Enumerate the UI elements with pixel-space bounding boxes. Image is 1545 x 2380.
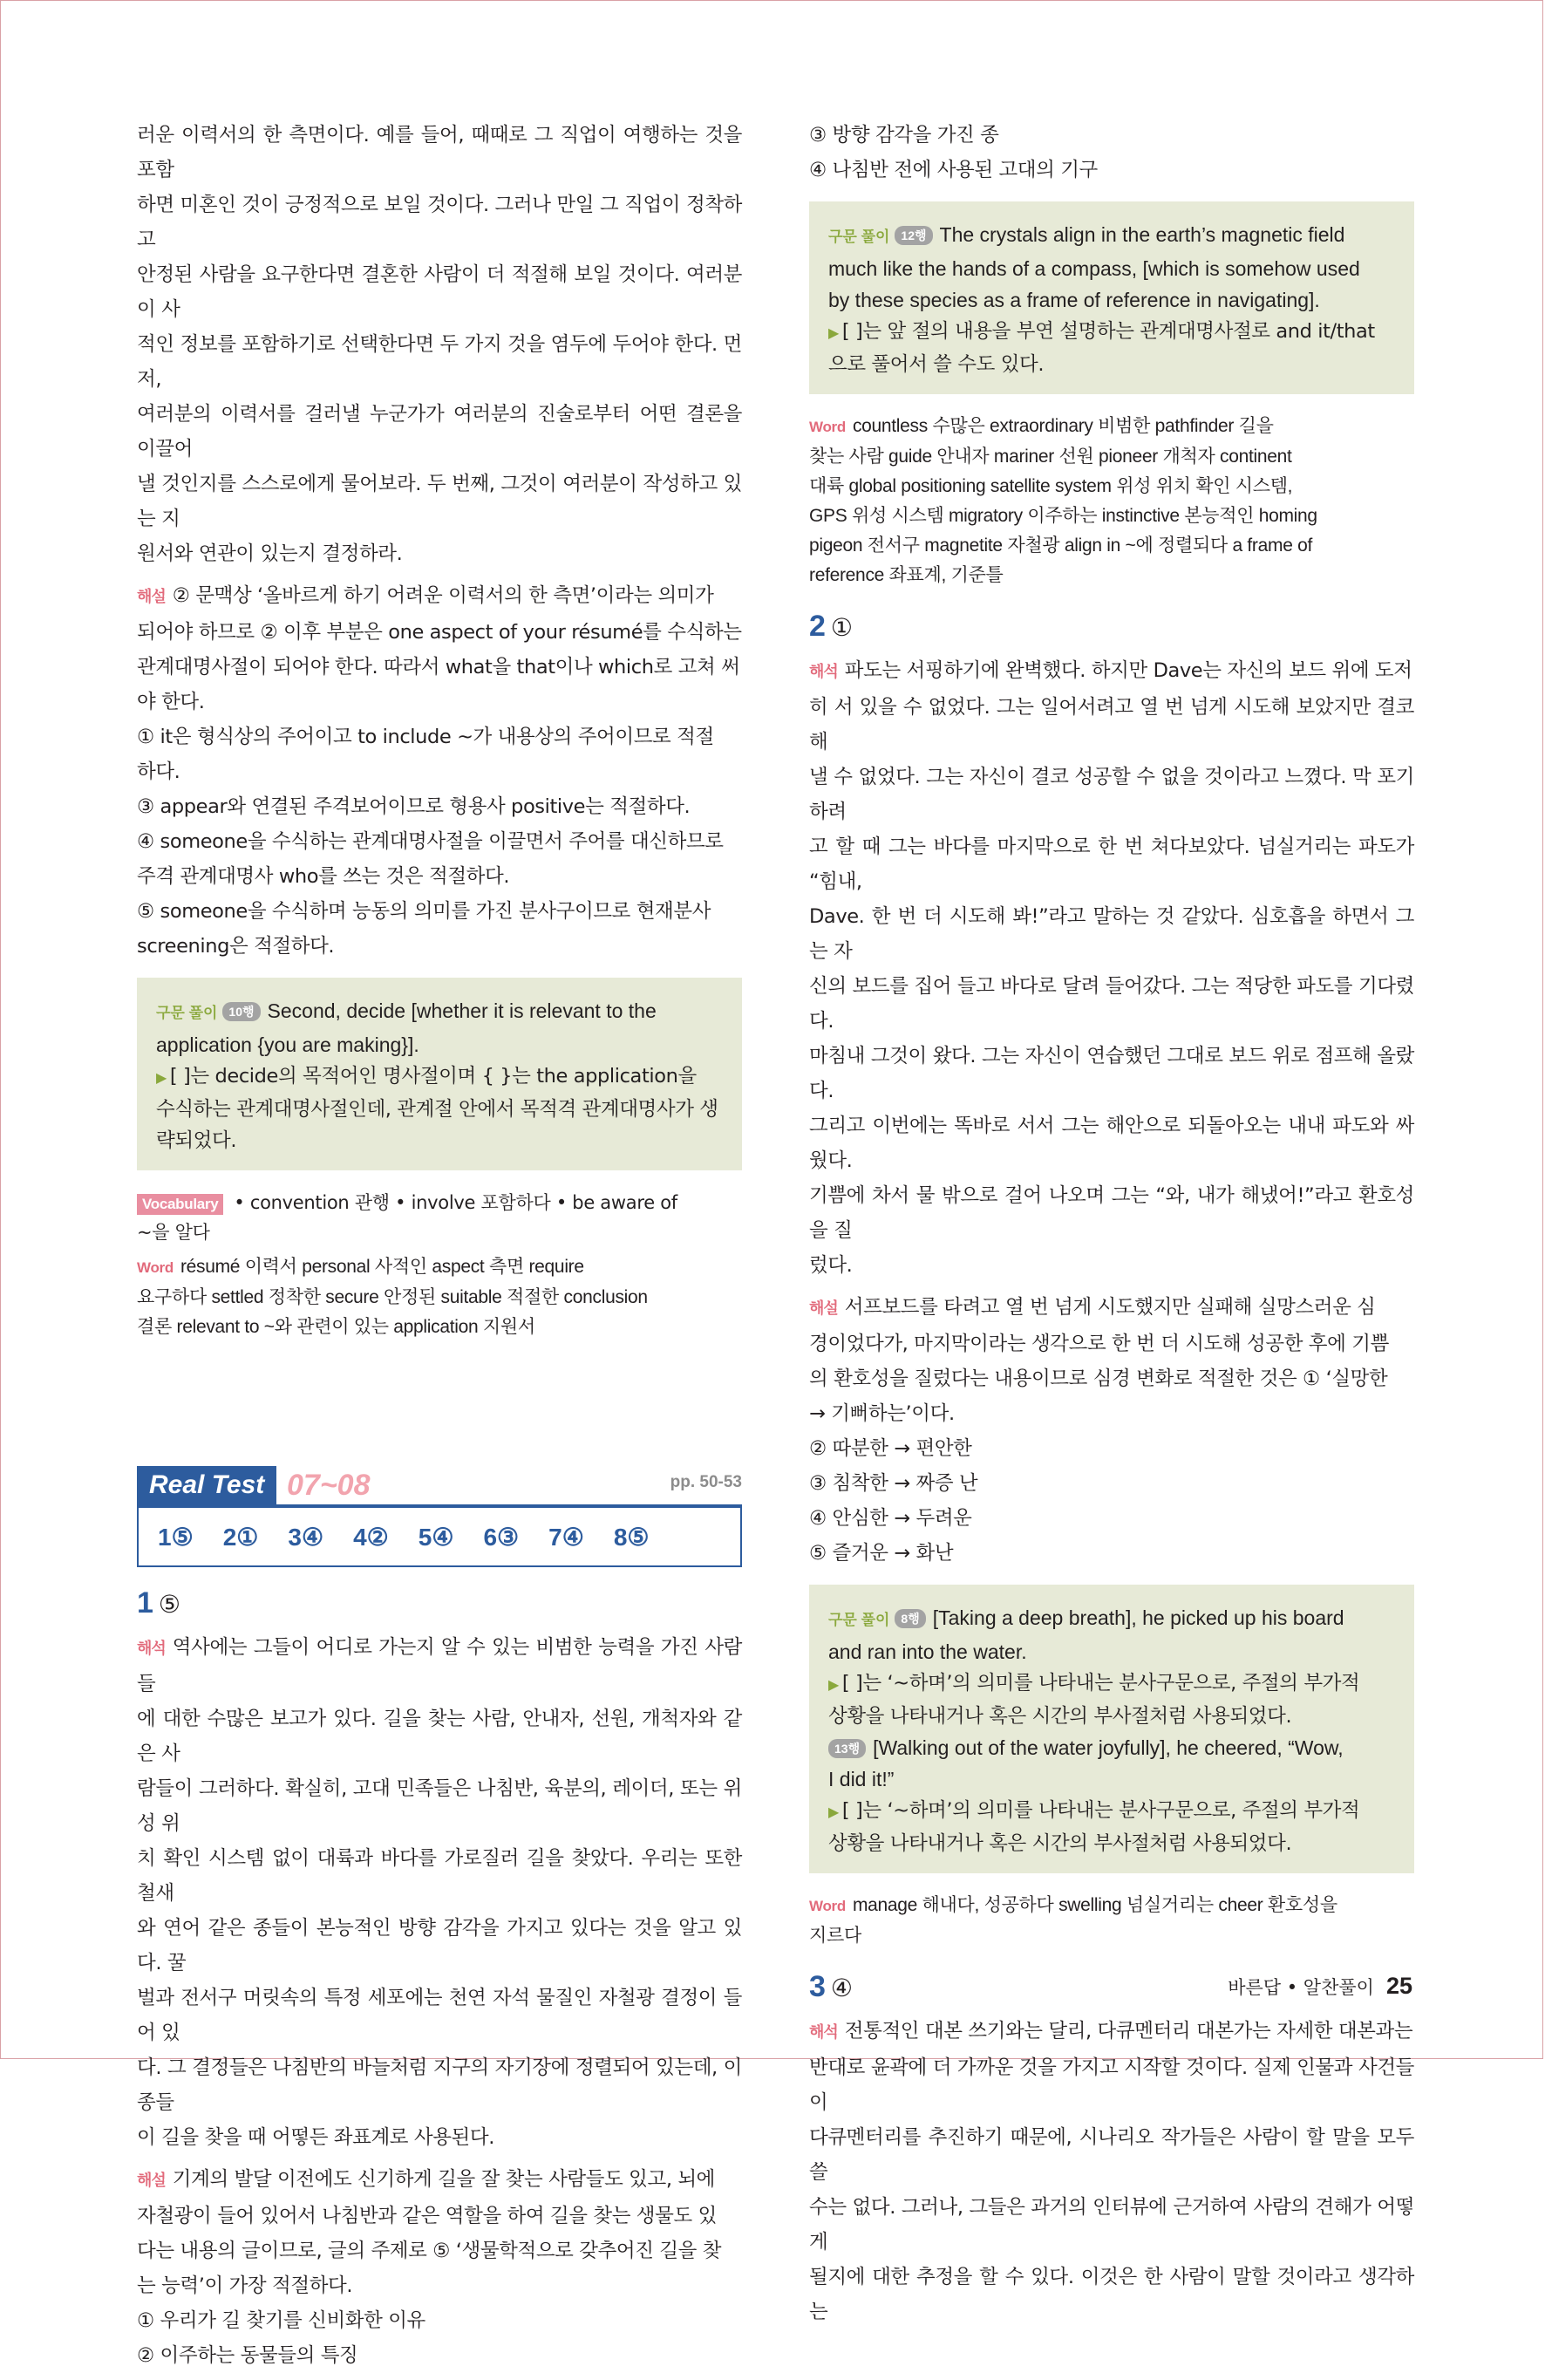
- text-line: 러운 이력서의 한 측면이다. 예를 들어, 때때로 그 직업이 여행하는 것을 포함: [137, 124, 742, 181]
- text-line: 전통적인 대본 쓰기와는 달리, 다큐멘터리 대본가는 자세한 대본과는: [844, 2020, 1413, 2042]
- text-line: 경이었다가, 마지막이라는 생각으로 한 번 더 시도해 성공한 후에 기쁨: [809, 1333, 1389, 1355]
- word-list: [809, 412, 1414, 590]
- answer-item: 6③: [483, 1523, 520, 1551]
- translation-tag: 해석: [137, 1640, 166, 1658]
- text-line: 와 연어 같은 종들이 본능적인 방향 감각을 가지고 있다는 것을 알고 있다. 꿀: [137, 1917, 742, 1974]
- question-number: 2: [809, 610, 826, 643]
- text-line: ② 이주하는 동물들의 특징: [137, 2344, 358, 2367]
- text-line: ③ appear와 연결된 주격보어이므로 형용사 positive는 적절하다.: [137, 795, 691, 818]
- translation: [809, 653, 1414, 1283]
- answer-item: 5④: [418, 1523, 454, 1551]
- translation: [809, 2014, 1414, 2329]
- word-line: manage 해내다, 성공하다 swelling 넘실거리는 cheer 환호성을: [852, 1895, 1337, 1915]
- text-line: 람들이 그러하다. 확실히, 고대 민족들은 나침반, 육분의, 레이더, 또는 위성 위: [137, 1777, 742, 1835]
- explanation-tag: 해설: [137, 2172, 166, 2190]
- text-line: 히 서 있을 수 없었다. 그는 일어서려고 열 번 넘게 시도해 보았지만 결코 해: [809, 696, 1414, 754]
- choices: [809, 118, 1414, 188]
- explanation: [137, 578, 742, 964]
- text-line: 그리고 이번에는 똑바로 서서 그는 해안으로 되돌아오는 내내 파도와 싸웠다.: [809, 1115, 1414, 1172]
- text-line: 야 한다.: [137, 691, 205, 713]
- word-line: GPS 위성 시스템 migratory 이주하는 instinctive 본능적인 homing: [809, 506, 1317, 526]
- text-line: 에 대한 수많은 보고가 있다. 길을 찾는 사람, 안내자, 선원, 개척자와 같은 사: [137, 1708, 742, 1765]
- text-line: 될지에 대한 추정을 할 수 있다. 이것은 한 사람이 말할 것이라고 생각하는: [809, 2266, 1414, 2323]
- text-line: 벌과 전서구 머릿속의 특정 세포에는 천연 자석 물질인 자철광 결정이 들어 있: [137, 1987, 742, 2044]
- line-badge: 13행: [828, 1739, 866, 1758]
- triangle-icon: ▶: [156, 1069, 167, 1086]
- text-line: 파도는 서핑하기에 완벽했다. 하지만 Dave는 자신의 보드 위에 도저: [844, 659, 1412, 682]
- question-answer: ④: [830, 1974, 854, 2002]
- sentence-line: and ran into the water.: [828, 1640, 1027, 1663]
- vocab-line: • convention 관행 • involve 포함하다 • be aware of: [234, 1192, 677, 1213]
- text-line: 다. 그 결정들은 나침반의 바늘처럼 지구의 자기장에 정렬되어 있는데, 이 종들: [137, 2056, 742, 2114]
- word-tag: Word: [809, 1898, 846, 1914]
- real-test-pages: pp. 50-53: [670, 1473, 742, 1491]
- sentence-line: The crystals align in the earth’s magnetic field: [939, 223, 1345, 246]
- text-line: 다는 내용의 글이므로, 글의 주제로 ⑤ ‘생물학적으로 갖추어진 길을 찾: [137, 2240, 722, 2262]
- word-line: 찾는 사람 guide 안내자 mariner 선원 pioneer 개척자 continent: [809, 447, 1292, 467]
- real-test-label: Real Test: [137, 1466, 276, 1504]
- word-tag: Word: [809, 419, 846, 435]
- text-line: 하면 미혼인 것이 긍정적으로 보일 것이다. 그러나 만일 그 직업이 정착하고: [137, 194, 742, 251]
- question-number: 1: [137, 1586, 153, 1620]
- sentence-line: [Taking a deep breath], he picked up his board: [932, 1606, 1344, 1629]
- sentence-line: much like the hands of a compass, [which is somehow used: [828, 257, 1360, 280]
- syntax-tag: 구문 풀이: [828, 1612, 890, 1628]
- note-line: [ ]는 decide의 목적어인 명사절이며 { }는 the application을: [169, 1065, 697, 1088]
- text-line: 하다.: [137, 760, 180, 783]
- sentence-line: application {you are making}].: [156, 1033, 419, 1056]
- text-line: ② 따분한 → 편안한: [809, 1437, 972, 1460]
- text-line: 반대로 윤곽에 더 가까운 것을 가지고 시작할 것이다. 실제 인물과 사건들이: [809, 2056, 1414, 2114]
- note-line: [ ]는 ‘~하며’의 의미를 나타내는 분사구문으로, 주절의 부가적: [841, 1672, 1360, 1695]
- note-line: [ ]는 앞 절의 내용을 부연 설명하는 관계대명사절로 and it/that: [841, 320, 1375, 343]
- word-line: 요구하다 settled 정착한 secure 안정된 suitable 적절한 conclusion: [137, 1287, 648, 1307]
- line-badge: 8행: [895, 1609, 925, 1628]
- triangle-icon: ▶: [828, 1676, 839, 1693]
- text-line: 되어야 하므로 ② 이후 부분은 one aspect of your résumé를 수식하는: [137, 621, 742, 644]
- text-line: 역사에는 그들이 어디로 가는지 알 수 있는 비범한 능력을 가진 사람들: [137, 1636, 742, 1695]
- word-list: [809, 1891, 1414, 1951]
- text-line: ② 문맥상 ‘올바르게 하기 어려운 이력서의 한 측면’이라는 의미가: [172, 584, 714, 607]
- question-answer: ①: [830, 614, 854, 641]
- text-line: ① 우리가 길 찾기를 신비화한 이유: [137, 2309, 425, 2332]
- explanation-tag: 해설: [137, 588, 166, 606]
- text-line: ④ 안심한 → 두려운: [809, 1507, 972, 1530]
- syntax-box: [137, 978, 742, 1170]
- text-line: Dave. 한 번 더 시도해 봐!”라고 말하는 것 같았다. 심호흡을 하면서 그는 자: [809, 905, 1414, 963]
- explanation-tag: 해설: [809, 1299, 838, 1318]
- word-line: pigeon 전서구 magnetite 자철광 align in ~에 정렬되다 a frame of: [809, 535, 1313, 556]
- left-column: [137, 118, 742, 2380]
- question-answer: ⑤: [158, 1591, 181, 1618]
- line-badge: 10행: [222, 1002, 260, 1021]
- text-line: 자철광이 들어 있어서 나침반과 같은 역할을 하여 길을 찾는 생물도 있: [137, 2205, 717, 2227]
- sentence-line: I did it!”: [828, 1768, 895, 1790]
- text-line: ④ someone을 수식하는 관계대명사절을 이끌면서 주어를 대신하므로: [137, 830, 724, 853]
- explanation: [809, 1290, 1414, 1571]
- triangle-icon: ▶: [828, 1804, 839, 1820]
- word-line: reference 좌표계, 기준틀: [809, 565, 1004, 585]
- text-line: 수는 없다. 그러나, 그들은 과거의 인터뷰에 근거하여 사람의 견해가 어떻게: [809, 2196, 1414, 2254]
- answer-item: 1⑤: [158, 1523, 194, 1551]
- explanation: [137, 2162, 742, 2373]
- syntax-box: [809, 201, 1414, 394]
- text-line: 치 확인 시스템 없이 대륙과 바다를 가로질러 길을 찾았다. 우리는 또한 철새: [137, 1847, 742, 1905]
- word-line: 결론 relevant to ~와 관련이 있는 application 지원서: [137, 1317, 535, 1337]
- word-line: countless 수많은 extraordinary 비범한 pathfinder 길을: [852, 416, 1274, 436]
- text-line: 신의 보드를 집어 들고 바다로 달려 들어갔다. 그는 적당한 파도를 기다렸다.: [809, 975, 1414, 1033]
- text-line: 는 능력’이 가장 적절하다.: [137, 2274, 353, 2297]
- word-line: 대륙 global positioning satellite system 위성 위치 확인 시스템,: [809, 476, 1293, 496]
- text-line: → 기뻐하는’이다.: [809, 1402, 955, 1425]
- text-line: 낼 것인지를 스스로에게 물어보라. 두 번째, 그것이 여러분이 작성하고 있는 지: [137, 473, 742, 530]
- text-line: 의 환호성을 질렀다는 내용이므로 심경 변화로 적절한 것은 ① ‘실망한: [809, 1367, 1388, 1390]
- text-line: 원서와 연관이 있는지 결정하라.: [137, 542, 403, 565]
- text-line: 적인 정보를 포함하기로 선택한다면 두 가지 것을 염두에 두어야 한다. 먼저,: [137, 333, 742, 391]
- text-line: 이 길을 찾을 때 어떻든 좌표계로 사용된다.: [137, 2126, 494, 2149]
- question-heading: [137, 1585, 742, 1623]
- note-line: [ ]는 ‘~하며’의 의미를 나타내는 분사구문으로, 주절의 부가적: [841, 1799, 1360, 1822]
- word-tag: Word: [137, 1259, 174, 1276]
- translation-continued: [137, 118, 742, 571]
- choice-line: ③ 방향 감각을 가진 종: [809, 124, 999, 147]
- text-line: 여러분의 이력서를 걸러낼 누군가가 여러분의 진술로부터 어떤 결론을 이끌어: [137, 403, 742, 460]
- word-line: 지르다: [809, 1926, 861, 1946]
- footer-label: 바른답 • 알찬풀이: [1228, 1977, 1374, 1998]
- sentence-line: [Walking out of the water joyfully], he cheered, “Wow,: [873, 1736, 1344, 1759]
- vocabulary-tag: Vocabulary: [137, 1194, 223, 1215]
- right-column: [809, 118, 1414, 2336]
- question-number: 3: [809, 1970, 826, 2003]
- note-line: 략되었다.: [156, 1129, 237, 1152]
- note-line: 상황을 나타내거나 혹은 시간의 부사절처럼 사용되었다.: [828, 1832, 1292, 1855]
- answer-item: 2①: [222, 1523, 259, 1551]
- text-line: 기쁨에 차서 물 밖으로 걸어 나오며 그는 “와, 내가 해냈어!”라고 환호성을 질: [809, 1184, 1414, 1242]
- line-badge: 12행: [895, 226, 932, 245]
- text-line: 관계대명사절이 되어야 한다. 따라서 what을 that이나 which로 고쳐 써: [137, 656, 740, 679]
- page-footer: [1228, 1973, 1412, 2000]
- text-line: screening은 적절하다.: [137, 935, 335, 958]
- syntax-box: [809, 1585, 1414, 1873]
- answer-item: 8⑤: [613, 1523, 650, 1551]
- text-line: 주격 관계대명사 who를 쓰는 것은 적절하다.: [137, 865, 510, 888]
- text-line: 서프보드를 타려고 열 번 넘게 시도했지만 실패해 실망스러운 심: [844, 1296, 1376, 1319]
- word-line: résumé 이력서 personal 사적인 aspect 측면 require: [180, 1257, 584, 1277]
- text-line: 고 할 때 그는 바다를 마지막으로 한 번 쳐다보았다. 넘실거리는 파도가 “힘내,: [809, 835, 1414, 893]
- note-line: 수식하는 관계대명사절인데, 관계절 안에서 목적격 관계대명사가 생: [156, 1098, 718, 1121]
- translation: [137, 1630, 742, 2155]
- sentence-line: Second, decide [whether it is relevant to the: [267, 999, 657, 1022]
- text-line: 기계의 발달 이전에도 신기하게 길을 잘 찾는 사람들도 있고, 뇌에: [172, 2168, 716, 2191]
- sentence-line: by these species as a frame of reference in navigating].: [828, 289, 1320, 311]
- text-line: ③ 침착한 → 짜증 난: [809, 1472, 978, 1495]
- question-heading: [809, 608, 1414, 646]
- real-test-panel: [137, 1466, 742, 1567]
- triangle-icon: ▶: [828, 324, 839, 341]
- answer-item: 4②: [353, 1523, 389, 1551]
- note-line: 상황을 나타내거나 혹은 시간의 부사절처럼 사용되었다.: [828, 1705, 1292, 1728]
- text-line: 렀다.: [809, 1254, 853, 1277]
- syntax-tag: 구문 풀이: [156, 1005, 218, 1021]
- translation-tag: 해석: [809, 663, 838, 681]
- text-line: ⑤ someone을 수식하며 능동의 의미를 가진 분사구이므로 현재분사: [137, 900, 711, 923]
- text-line: ① it은 형식상의 주어이고 to include ~가 내용상의 주어이므로 적절: [137, 726, 714, 748]
- note-line: 으로 풀어서 쓸 수도 있다.: [828, 353, 1045, 376]
- text-line: 다큐멘터리를 추진하기 때문에, 시나리오 작가들은 사람이 할 말을 모두 쓸: [809, 2126, 1414, 2184]
- text-line: 마침내 그것이 왔다. 그는 자신이 연습했던 그대로 보드 위로 점프해 올랐다.: [809, 1045, 1414, 1102]
- real-test-range: 07~08: [287, 1469, 371, 1502]
- text-line: 안정된 사람을 요구한다면 결혼한 사람이 더 적절해 보일 것이다. 여러분이 사: [137, 263, 742, 321]
- page-number: 25: [1385, 1973, 1412, 1999]
- answer-item: 7④: [548, 1523, 584, 1551]
- answer-key: [137, 1508, 742, 1567]
- text-line: ⑤ 즐거운 → 화난: [809, 1542, 954, 1565]
- choice-line: ④ 나침반 전에 사용된 고대의 기구: [809, 159, 1098, 181]
- translation-tag: 해석: [809, 2023, 838, 2042]
- text-line: 낼 수 없었다. 그는 자신이 결코 성공할 수 없을 것이라고 느꼈다. 막 포기하려: [809, 766, 1414, 823]
- vocab-line: ~을 알다: [137, 1222, 210, 1243]
- syntax-tag: 구문 풀이: [828, 228, 890, 245]
- answer-item: 3④: [288, 1523, 324, 1551]
